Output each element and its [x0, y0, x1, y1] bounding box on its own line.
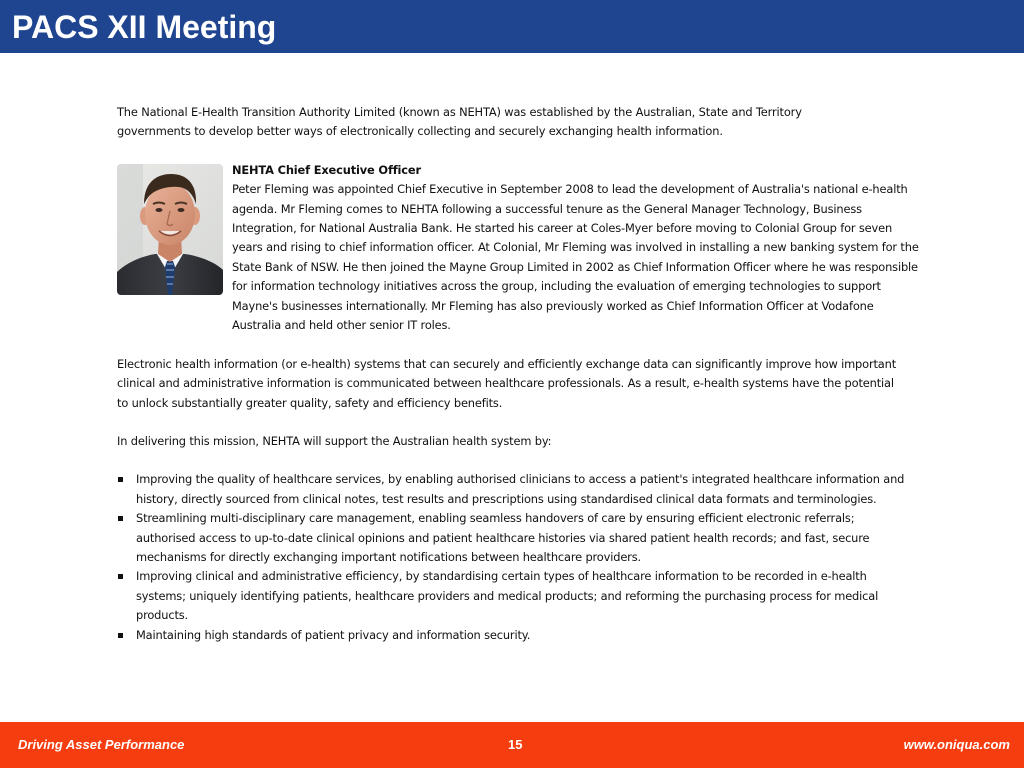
- ceo-heading: NEHTA Chief Executive Officer: [232, 162, 421, 177]
- ceo-text-block: [232, 161, 922, 336]
- mission-bullet-list: [117, 470, 912, 645]
- page-number: 15: [508, 737, 523, 752]
- header-bar: [0, 0, 1024, 53]
- list-item: Improving clinical and administrative efficiency, by standardising certain types of healthcare information to be recorded in e-health systems; uniquely identifying patients, healthcare providers and medical products; and reforming the purchasing process for medical products.: [117, 567, 912, 625]
- footer-tagline: Driving Asset Performance: [18, 737, 185, 752]
- footer-website-link[interactable]: www.oniqua.com: [903, 737, 1010, 752]
- ceo-bio: Peter Fleming was appointed Chief Executive in September 2008 to lead the development of Australia's national e-health agenda. Mr Fleming comes to NEHTA following a successful tenure as the General Manager Technology, Business Integration, for National Australia Bank. He started his career at Coles-Myer before moving to Colonial Group for seven years and rising to chief information officer. At Colonial, Mr Fleming was involved in installing a new banking system for the State Bank of NSW. He then joined the Mayne Group Limited in 2002 as Chief Information Officer where he was responsible for information technology initiatives across the group, including the evaluation of emerging technologies to support Mayne's businesses internationally. Mr Fleming has also previously worked as Chief Information Officer at Vodafone Australia and held other senior IT roles.: [232, 182, 919, 333]
- ehealth-paragraph: Electronic health information (or e-health) systems that can securely and efficiently exchange data can significantly improve how important clinical and administrative information is communicated between healthcare professionals. As a result, e-health systems have the potential to unlock substantially greater quality, safety and efficiency benefits.: [117, 356, 897, 410]
- footer-bar: [0, 722, 1024, 768]
- ceo-section: [117, 161, 917, 336]
- list-item: Maintaining high standards of patient privacy and information security.: [117, 626, 912, 645]
- person-portrait-photo: [117, 164, 223, 295]
- mission-intro: In delivering this mission, NEHTA will support the Australian health system by:: [117, 434, 552, 449]
- list-item: Improving the quality of healthcare services, by enabling authorised clinicians to access a patient's integrated healthcare information and history, directly sourced from clinical notes, test results and prescriptions using standardised clinical data formats and terminologies.: [117, 470, 912, 509]
- intro-paragraph: The National E-Health Transition Authority Limited (known as NEHTA) was established by the Australian, State and Territory governments to develop better ways of electronically collecting and securely exchanging health information.: [117, 105, 802, 139]
- list-item: Streamlining multi-disciplinary care management, enabling seamless handovers of care by ensuring efficient electronic referrals; authorised access to up-to-date clinical opinions and patient healthcare histories via shared patient health records; and fast, secure mechanisms for directly exchanging important notifications between healthcare providers.: [117, 509, 912, 567]
- slide-content: [117, 103, 917, 645]
- page-title: PACS XII Meeting: [12, 9, 277, 45]
